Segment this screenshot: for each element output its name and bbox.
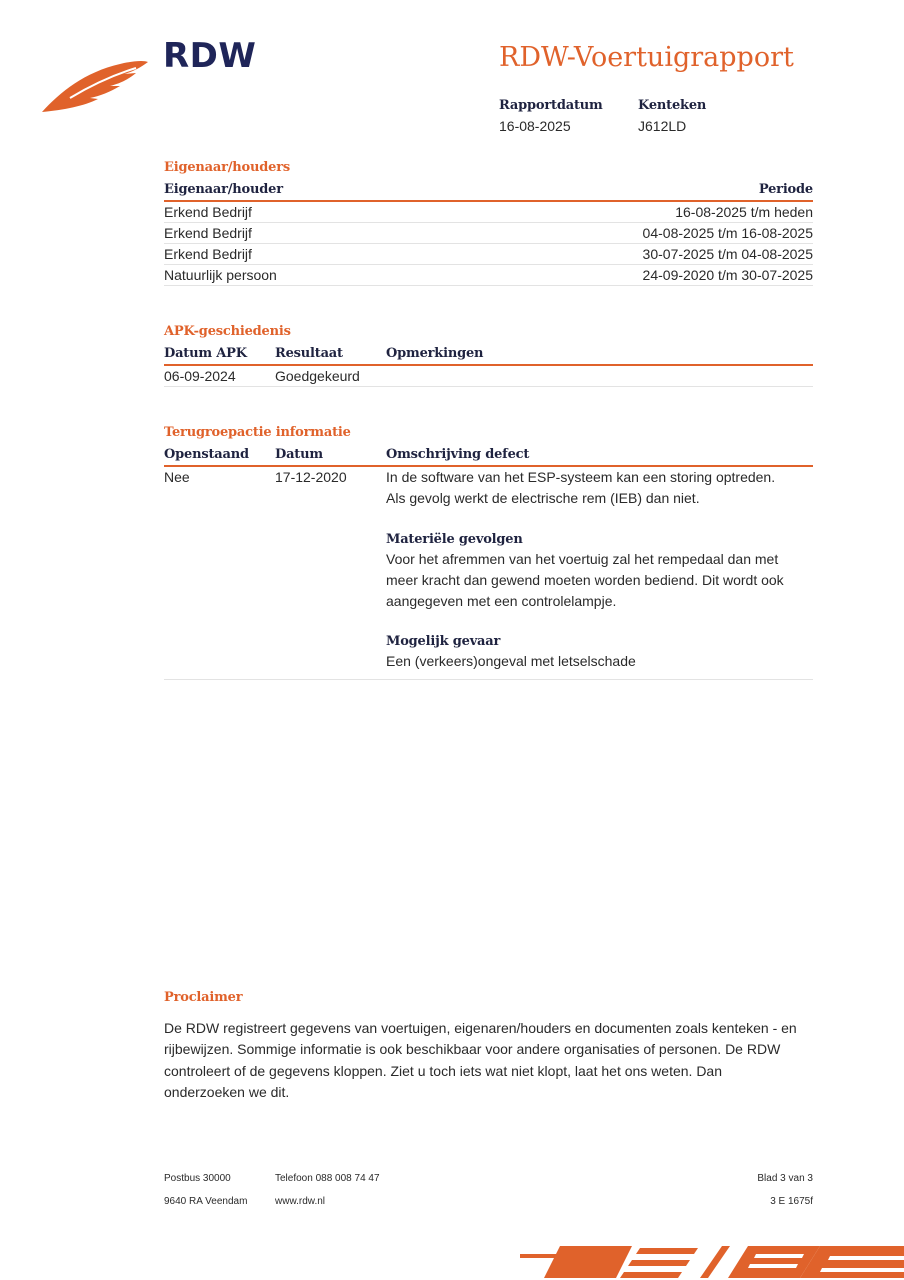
apk-result-cell: Goedgekeurd xyxy=(275,368,360,384)
footer-document-code: 3 E 1675f xyxy=(770,1196,813,1207)
plate-label: Kenteken xyxy=(638,98,707,113)
disclaimer-title: Proclaimer xyxy=(164,990,243,1005)
apk-table-header xyxy=(164,344,813,366)
apk-section-title: APK-geschiedenis xyxy=(164,324,291,339)
period-cell: 24-09-2020 t/m 30-07-2025 xyxy=(642,267,813,283)
consequences-text: Voor het afremmen van het voertuig zal het rempedaal dan met meer kracht dan gewend moeten worden bediend. Dit wordt ook aangegeven met een controlelampje. xyxy=(386,550,784,610)
footer-website-link[interactable]: www.rdw.nl xyxy=(275,1196,326,1207)
recall-description-cell xyxy=(386,467,796,673)
defect-description: In de software van het ESP-systeem kan een storing optreden. Als gevolg werkt de electrische rem (IEB) dan niet. xyxy=(386,469,776,507)
report-date-value: 16-08-2025 xyxy=(499,118,571,134)
danger-text: Een (verkeers)ongeval met letselschade xyxy=(386,653,636,670)
disclaimer-text: De RDW registreert gegevens van voertuigen, eigenaren/houders en documenten zoals kenteken - en rijbewijzen. Sommige informatie is ook beschikbaar voor andere organisaties of personen. De RDW controleert of de gegevens kloppen. Ziet u toch iets wat niet klopt, laat het ons weten. Dan onderzoeken we dit. xyxy=(164,1020,797,1100)
apk-col-remarks: Opmerkingen xyxy=(386,346,484,361)
table-row xyxy=(164,265,813,286)
owner-cell: Natuurlijk persoon xyxy=(164,267,277,283)
recall-col-open: Openstaand xyxy=(164,447,249,462)
recall-table xyxy=(164,445,813,680)
owners-table-header xyxy=(164,180,813,202)
apk-col-date: Datum APK xyxy=(164,346,247,361)
owner-cell: Erkend Bedrijf xyxy=(164,246,252,262)
recall-date-cell: 17-12-2020 xyxy=(275,469,347,485)
period-cell: 30-07-2025 t/m 04-08-2025 xyxy=(642,246,813,262)
table-row xyxy=(164,366,813,387)
rdw-wing-logo-icon xyxy=(40,58,150,116)
rdw-stripes-graphic-icon xyxy=(520,1244,904,1280)
period-cell: 04-08-2025 t/m 16-08-2025 xyxy=(642,225,813,241)
brand-name: RDW xyxy=(163,36,257,76)
period-cell: 16-08-2025 t/m heden xyxy=(675,204,813,220)
apk-table xyxy=(164,344,813,387)
apk-col-result: Resultaat xyxy=(275,346,343,361)
footer-address-line2: 9640 RA Veendam xyxy=(164,1196,248,1207)
recall-table-header xyxy=(164,445,813,467)
recall-col-description: Omschrijving defect xyxy=(386,447,530,462)
report-date-label: Rapportdatum xyxy=(499,98,603,113)
recall-section-title: Terugroepactie informatie xyxy=(164,425,351,440)
owners-col-period: Periode xyxy=(758,182,813,197)
owners-table xyxy=(164,180,813,286)
danger-title: Mogelijk gevaar xyxy=(386,634,501,650)
owners-section-title: Eigenaar/houders xyxy=(164,160,291,175)
owner-cell: Erkend Bedrijf xyxy=(164,225,252,241)
recall-col-date: Datum xyxy=(275,447,323,462)
owners-col-owner: Eigenaar/houder xyxy=(164,182,283,197)
footer-phone: Telefoon 088 008 74 47 xyxy=(275,1173,380,1184)
recall-open-cell: Nee xyxy=(164,469,190,485)
owner-cell: Erkend Bedrijf xyxy=(164,204,252,220)
footer-address-line1: Postbus 30000 xyxy=(164,1173,231,1184)
table-row xyxy=(164,223,813,244)
apk-date-cell: 06-09-2024 xyxy=(164,368,236,384)
table-row xyxy=(164,244,813,265)
consequences-title: Materiële gevolgen xyxy=(386,531,523,547)
footer-page-number: Blad 3 van 3 xyxy=(757,1173,813,1184)
table-row xyxy=(164,202,813,223)
table-row xyxy=(164,467,813,680)
report-title: RDW-Voertuigrapport xyxy=(499,42,794,73)
plate-value: J612LD xyxy=(638,118,687,134)
